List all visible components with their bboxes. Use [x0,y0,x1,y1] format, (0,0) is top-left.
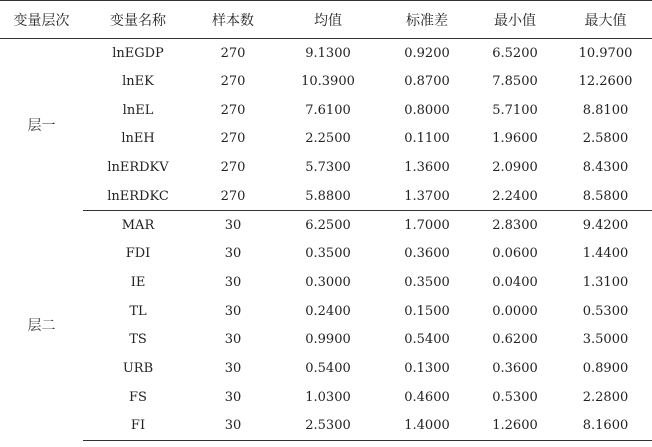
cell-std-dev: 0.5400 [404,332,450,348]
table-row [0,268,652,297]
cell-min: 5.7100 [492,102,538,118]
cell-min: 0.0000 [492,303,538,319]
cell-min: 2.8300 [492,217,538,233]
cell-sample-size: 30 [193,411,273,440]
table-row [0,383,652,412]
cell-std-dev: 0.3600 [404,246,450,262]
cell-min: 0.5300 [492,389,538,405]
cell-variable-name: MAR [121,217,155,233]
cell-sample-size: 270 [220,45,246,61]
cell-min: 0.6200 [492,332,538,348]
cell-max: 2.5800 [582,131,629,147]
cell-std-dev: 0.1100 [404,131,450,147]
header-mean: 均值 [273,1,383,39]
cell-variable-name: lnEL [122,102,154,118]
cell-variable-name: IE [130,274,146,290]
table-row [0,67,652,96]
cell-min: 2.2400 [471,182,559,211]
header-min: 最小值 [471,1,559,39]
cell-variable-name: lnEH [121,131,155,147]
cell-max: 8.4300 [582,160,629,176]
cell-sample-size: 270 [220,74,246,90]
cell-std-dev: 0.3500 [404,274,450,290]
header-variable-name: 变量名称 [83,1,193,39]
cell-sample-size: 30 [224,360,242,376]
cell-mean: 2.5300 [273,411,383,440]
cell-mean: 0.3500 [305,246,351,262]
cell-min: 7.8500 [492,74,538,90]
cell-sample-size: 30 [224,217,242,233]
cell-min: 2.0900 [492,160,538,176]
cell-mean: 10.3900 [301,74,355,90]
cell-std-dev: 1.3700 [383,182,471,211]
cell-sample-size: 30 [224,274,242,290]
table-row [0,354,652,383]
cell-min: 6.5200 [492,45,538,61]
cell-min: 0.0600 [492,246,538,262]
cell-std-dev: 1.7000 [404,217,450,233]
cell-max: 0.5300 [582,303,629,319]
cell-variable-name: lnERDKC [83,182,193,211]
cell-mean: 0.9900 [305,332,351,348]
cell-max: 1.3100 [582,274,629,290]
cell-mean: 9.1300 [305,45,351,61]
cell-sample-size: 30 [224,389,242,405]
cell-mean: 0.5400 [305,360,351,376]
header-variable-level: 变量层次 [0,1,83,39]
cell-variable-name: FI [83,411,193,440]
cell-max: 3.5000 [582,332,629,348]
cell-max: 8.1600 [559,411,652,440]
cell-sample-size: 30 [224,303,242,319]
cell-min: 1.9600 [492,131,538,147]
cell-std-dev: 1.4000 [383,411,471,440]
table-row [0,96,652,125]
cell-variable-name: TS [129,332,147,348]
header-row [0,1,652,39]
table-body [0,39,652,441]
header-sample-size: 样本数 [193,1,273,39]
table-row [0,182,652,211]
table-row [0,325,652,354]
cell-variable-name: TL [129,303,147,319]
table-row [0,211,652,240]
cell-min: 0.0400 [492,274,538,290]
cell-variable-name: lnEK [122,74,154,90]
cell-sample-size: 30 [224,246,242,262]
cell-variable-name: URB [122,360,154,376]
cell-max: 0.8900 [582,360,629,376]
header-max: 最大值 [559,1,652,39]
cell-std-dev: 0.8700 [404,74,450,90]
cell-max: 12.2600 [578,74,633,90]
cell-max: 9.4200 [582,217,629,233]
cell-sample-size: 270 [220,131,246,147]
cell-variable-name: lnERDKV [107,160,169,176]
cell-std-dev: 1.3600 [404,160,450,176]
header-std-dev: 标准差 [383,1,471,39]
cell-mean: 7.6100 [305,102,351,118]
table-header [0,1,652,39]
cell-variable-level: 层二 [27,318,56,335]
cell-mean: 6.2500 [305,217,351,233]
table-row [0,39,652,68]
table-row [0,411,652,440]
cell-mean: 5.8800 [273,182,383,211]
cell-std-dev: 0.1300 [404,360,450,376]
cell-sample-size: 270 [193,182,273,211]
cell-max: 2.2800 [582,389,629,405]
cell-variable-name: FS [129,389,147,405]
table-row [0,239,652,268]
cell-sample-size: 270 [220,160,246,176]
cell-std-dev: 0.8000 [404,102,450,118]
cell-mean: 1.0300 [305,389,351,405]
cell-mean: 5.7300 [305,160,351,176]
table-row [0,297,652,326]
cell-min: 0.3600 [492,360,538,376]
cell-variable-name: lnEGDP [112,45,164,61]
cell-mean: 0.3000 [305,274,351,290]
cell-max: 10.9700 [578,45,633,61]
cell-sample-size: 30 [224,332,242,348]
cell-max: 1.4400 [582,246,629,262]
cell-sample-size: 270 [220,102,246,118]
cell-mean: 0.2400 [305,303,351,319]
cell-max: 8.8100 [582,102,629,118]
cell-mean: 2.2500 [305,131,351,147]
cell-variable-name: FDI [125,246,151,262]
cell-min: 1.2600 [471,411,559,440]
cell-std-dev: 0.9200 [404,45,450,61]
table-row [0,125,652,154]
cell-variable-level: 层一 [27,117,56,134]
cell-std-dev: 0.1500 [404,303,450,319]
cell-max: 8.5800 [559,182,652,211]
table-row [0,153,652,182]
cell-std-dev: 0.4600 [404,389,450,405]
